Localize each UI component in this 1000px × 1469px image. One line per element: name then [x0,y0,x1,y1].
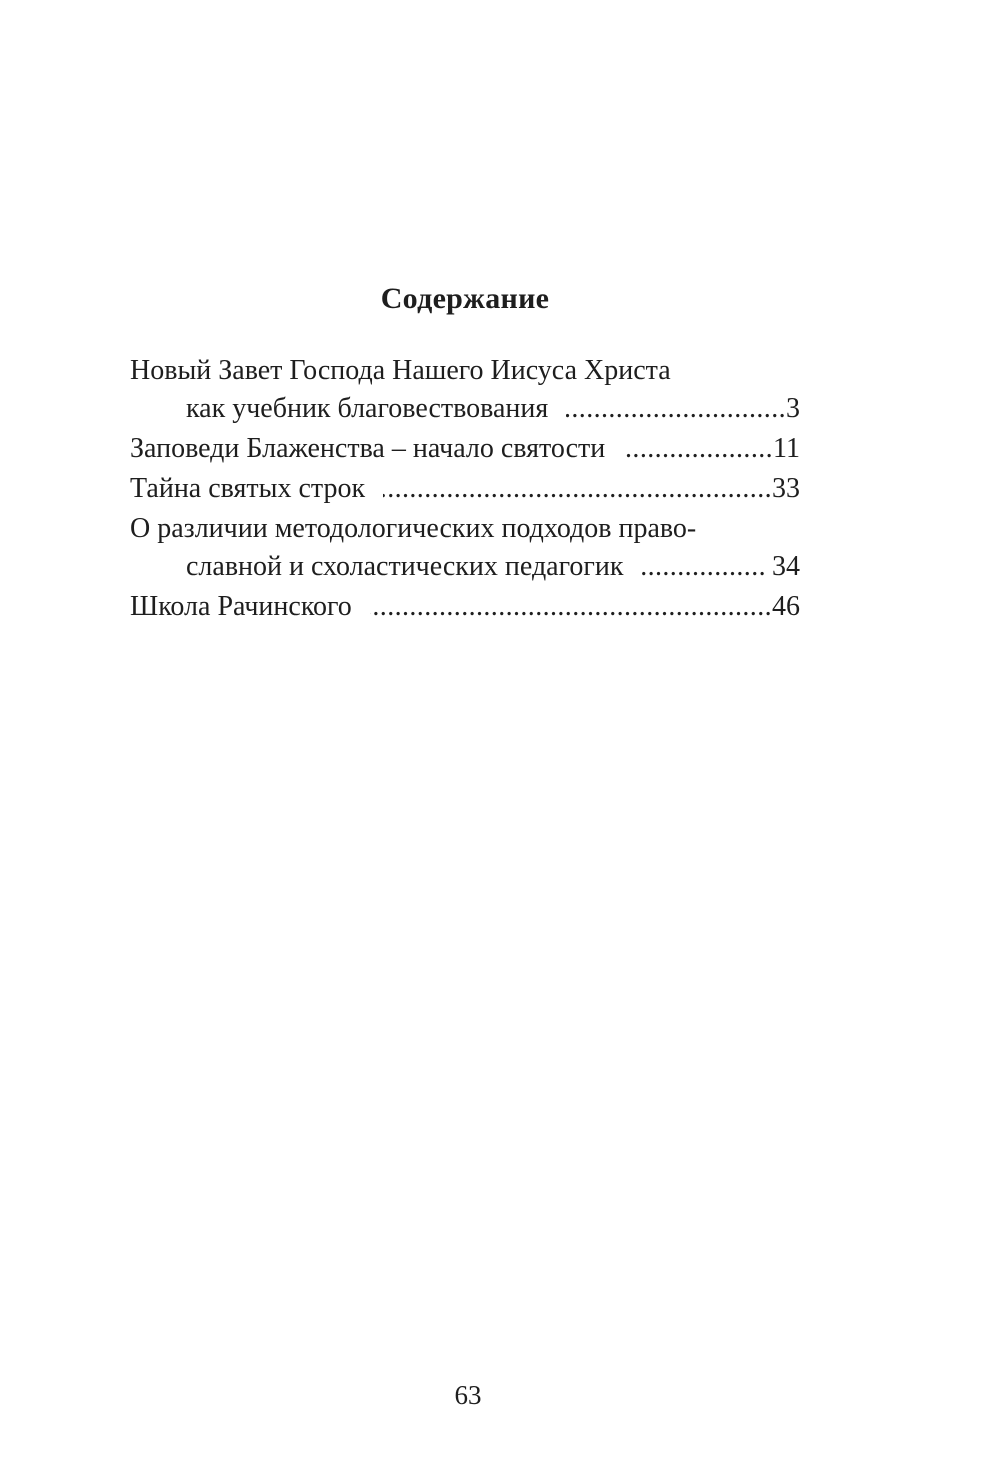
toc-entry-page: 3 [786,393,800,424]
toc-entry-4-line-1 [130,510,800,548]
toc-entry-title: Заповеди Блаженства – начало святости [130,433,606,464]
toc-entry-2 [130,430,800,468]
toc-dot-leader [566,390,786,428]
toc-entry-page: 33 [772,473,800,504]
toc-dot-leader [383,470,772,508]
toc-entry-4-line-2 [130,548,800,586]
toc-entry-title: Новый Завет Господа Нашего Иисуса Христа [130,355,671,386]
toc-dot-leader [370,588,772,626]
page-number: 63 [454,1380,482,1410]
toc-entry-title-continuation: славной и схоластических педагогик [186,551,624,582]
toc-entry-1-line-1 [130,352,800,390]
toc-entry-1-line-2 [130,390,800,428]
toc-entry-page: 11 [773,433,800,464]
toc-entry-title-continuation: как учебник благовествования [186,393,549,424]
toc-dot-leader [641,548,766,586]
toc-entry-5 [130,588,800,626]
toc-entry-title: О различии методологических подходов право- [130,513,697,544]
toc-dot-leader [623,430,773,468]
toc-entry-page: 46 [772,591,800,622]
toc-entry-page: 34 [772,551,800,582]
toc-entry-title: Школа Рачинского [130,591,352,622]
toc-entry-title: Тайна святых строк [130,473,366,504]
table-of-contents [130,352,800,626]
toc-entry-3 [130,470,800,508]
page-title: Содержание [380,282,550,315]
